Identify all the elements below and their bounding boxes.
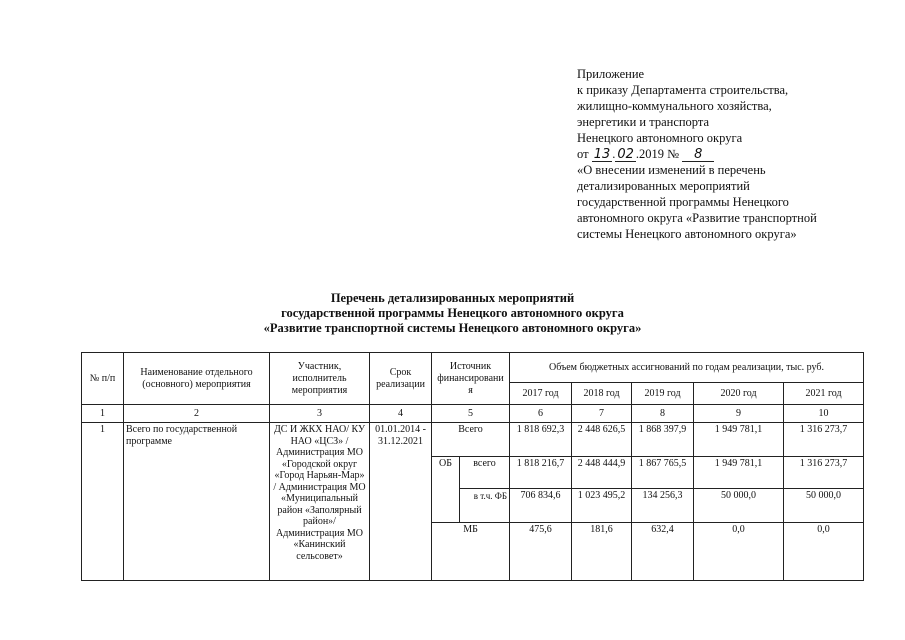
header-term: Срок реализации (370, 353, 432, 405)
col-number: 5 (432, 405, 510, 423)
col-number: 8 (632, 405, 694, 423)
row-name: Всего по государственной программе (124, 423, 270, 581)
title-line: Перечень детализированных мероприятий (330, 291, 575, 305)
handwritten-order-number: 8 (682, 148, 714, 162)
document-title (0, 291, 905, 336)
mb-2020: 0,0 (694, 523, 784, 581)
row-term: 01.01.2014 - 31.12.2021 (370, 423, 432, 581)
header-year-2020: 2020 год (694, 383, 784, 405)
fb-2017: 706 834,6 (510, 489, 572, 523)
header-name: Наименование отдельного (основного) мероприятия (124, 353, 270, 405)
ob-2021: 1 316 273,7 (784, 457, 864, 489)
subject-line: «О внесении изменений в перечень (577, 163, 766, 177)
total-2021: 1 316 273,7 (784, 423, 864, 457)
appendix-line: жилищно-коммунального хозяйства, (577, 99, 772, 113)
header-year-2021: 2021 год (784, 383, 864, 405)
fb-2020: 50 000,0 (694, 489, 784, 523)
appendix-line: Приложение (577, 67, 645, 81)
mb-2019: 632,4 (632, 523, 694, 581)
ob-2019: 1 867 765,5 (632, 457, 694, 489)
header-year-2018: 2018 год (572, 383, 632, 405)
fb-2019: 134 256,3 (632, 489, 694, 523)
total-2020: 1 949 781,1 (694, 423, 784, 457)
total-2017: 1 818 692,3 (510, 423, 572, 457)
mb-2021: 0,0 (784, 523, 864, 581)
subject-line: системы Ненецкого автономного округа» (577, 227, 797, 241)
header-year-2017: 2017 год (510, 383, 572, 405)
handwritten-day: 13 (593, 147, 611, 162)
title-line: «Развитие транспортной системы Ненецкого автономного округа» (263, 321, 642, 335)
title-line: государственной программы Ненецкого автономного округа (281, 306, 624, 320)
source-fb-label: в т.ч. ФБ (460, 489, 510, 523)
order-date-line (577, 146, 897, 162)
ob-2017: 1 818 216,7 (510, 457, 572, 489)
mb-2018: 181,6 (572, 523, 632, 581)
handwritten-month: 02 (617, 147, 634, 162)
appendix-line: к приказу Департамента строительства, (577, 83, 789, 97)
header-budget: Объем бюджетных ассигнований по годам реализации, тыс. руб. (510, 353, 864, 383)
col-number: 1 (82, 405, 124, 423)
mb-2017: 475,6 (510, 523, 572, 581)
fb-2021: 50 000,0 (784, 489, 864, 523)
header-source: Источник финансировани я (432, 353, 510, 405)
col-number: 9 (694, 405, 784, 423)
header-num: № п/п (82, 353, 124, 405)
col-number: 7 (572, 405, 632, 423)
source-mb-label: МБ (432, 523, 510, 581)
measures-table (81, 352, 864, 581)
table-row (82, 423, 864, 457)
source-ob-sub-label: всего (460, 457, 510, 489)
source-ob-label: ОБ (432, 457, 460, 523)
row-participant: ДС И ЖКХ НАО/ КУ НАО «ЦСЗ» /Администрация МО «Городской округ «Город Нарьян-Мар» / Администрация МО «Муниципальный район «Заполярный район»/ Администрация МО «Канинский сельсовет» (270, 423, 370, 581)
subject-line: автономного округа «Развитие транспортной (577, 211, 817, 225)
date-separator: . (612, 147, 616, 161)
col-number: 2 (124, 405, 270, 423)
appendix-line: Ненецкого автономного округа (577, 131, 743, 145)
header-year-2019: 2019 год (632, 383, 694, 405)
total-2019: 1 868 397,9 (632, 423, 694, 457)
source-total-label: Всего (432, 423, 510, 457)
date-prefix: от (577, 147, 589, 161)
col-number: 3 (270, 405, 370, 423)
date-year: .2019 № (635, 147, 680, 161)
ob-2018: 2 448 444,9 (572, 457, 632, 489)
subject-line: государственной программы Ненецкого (577, 195, 789, 209)
total-2018: 2 448 626,5 (572, 423, 632, 457)
appendix-line: энергетики и транспорта (577, 115, 710, 129)
col-number: 10 (784, 405, 864, 423)
col-number: 6 (510, 405, 572, 423)
subject-line: детализированных мероприятий (577, 179, 750, 193)
row-num: 1 (82, 423, 124, 581)
header-participant: Участник, исполнитель мероприятия (270, 353, 370, 405)
appendix-block (577, 66, 897, 242)
col-number: 4 (370, 405, 432, 423)
ob-2020: 1 949 781,1 (694, 457, 784, 489)
fb-2018: 1 023 495,2 (572, 489, 632, 523)
